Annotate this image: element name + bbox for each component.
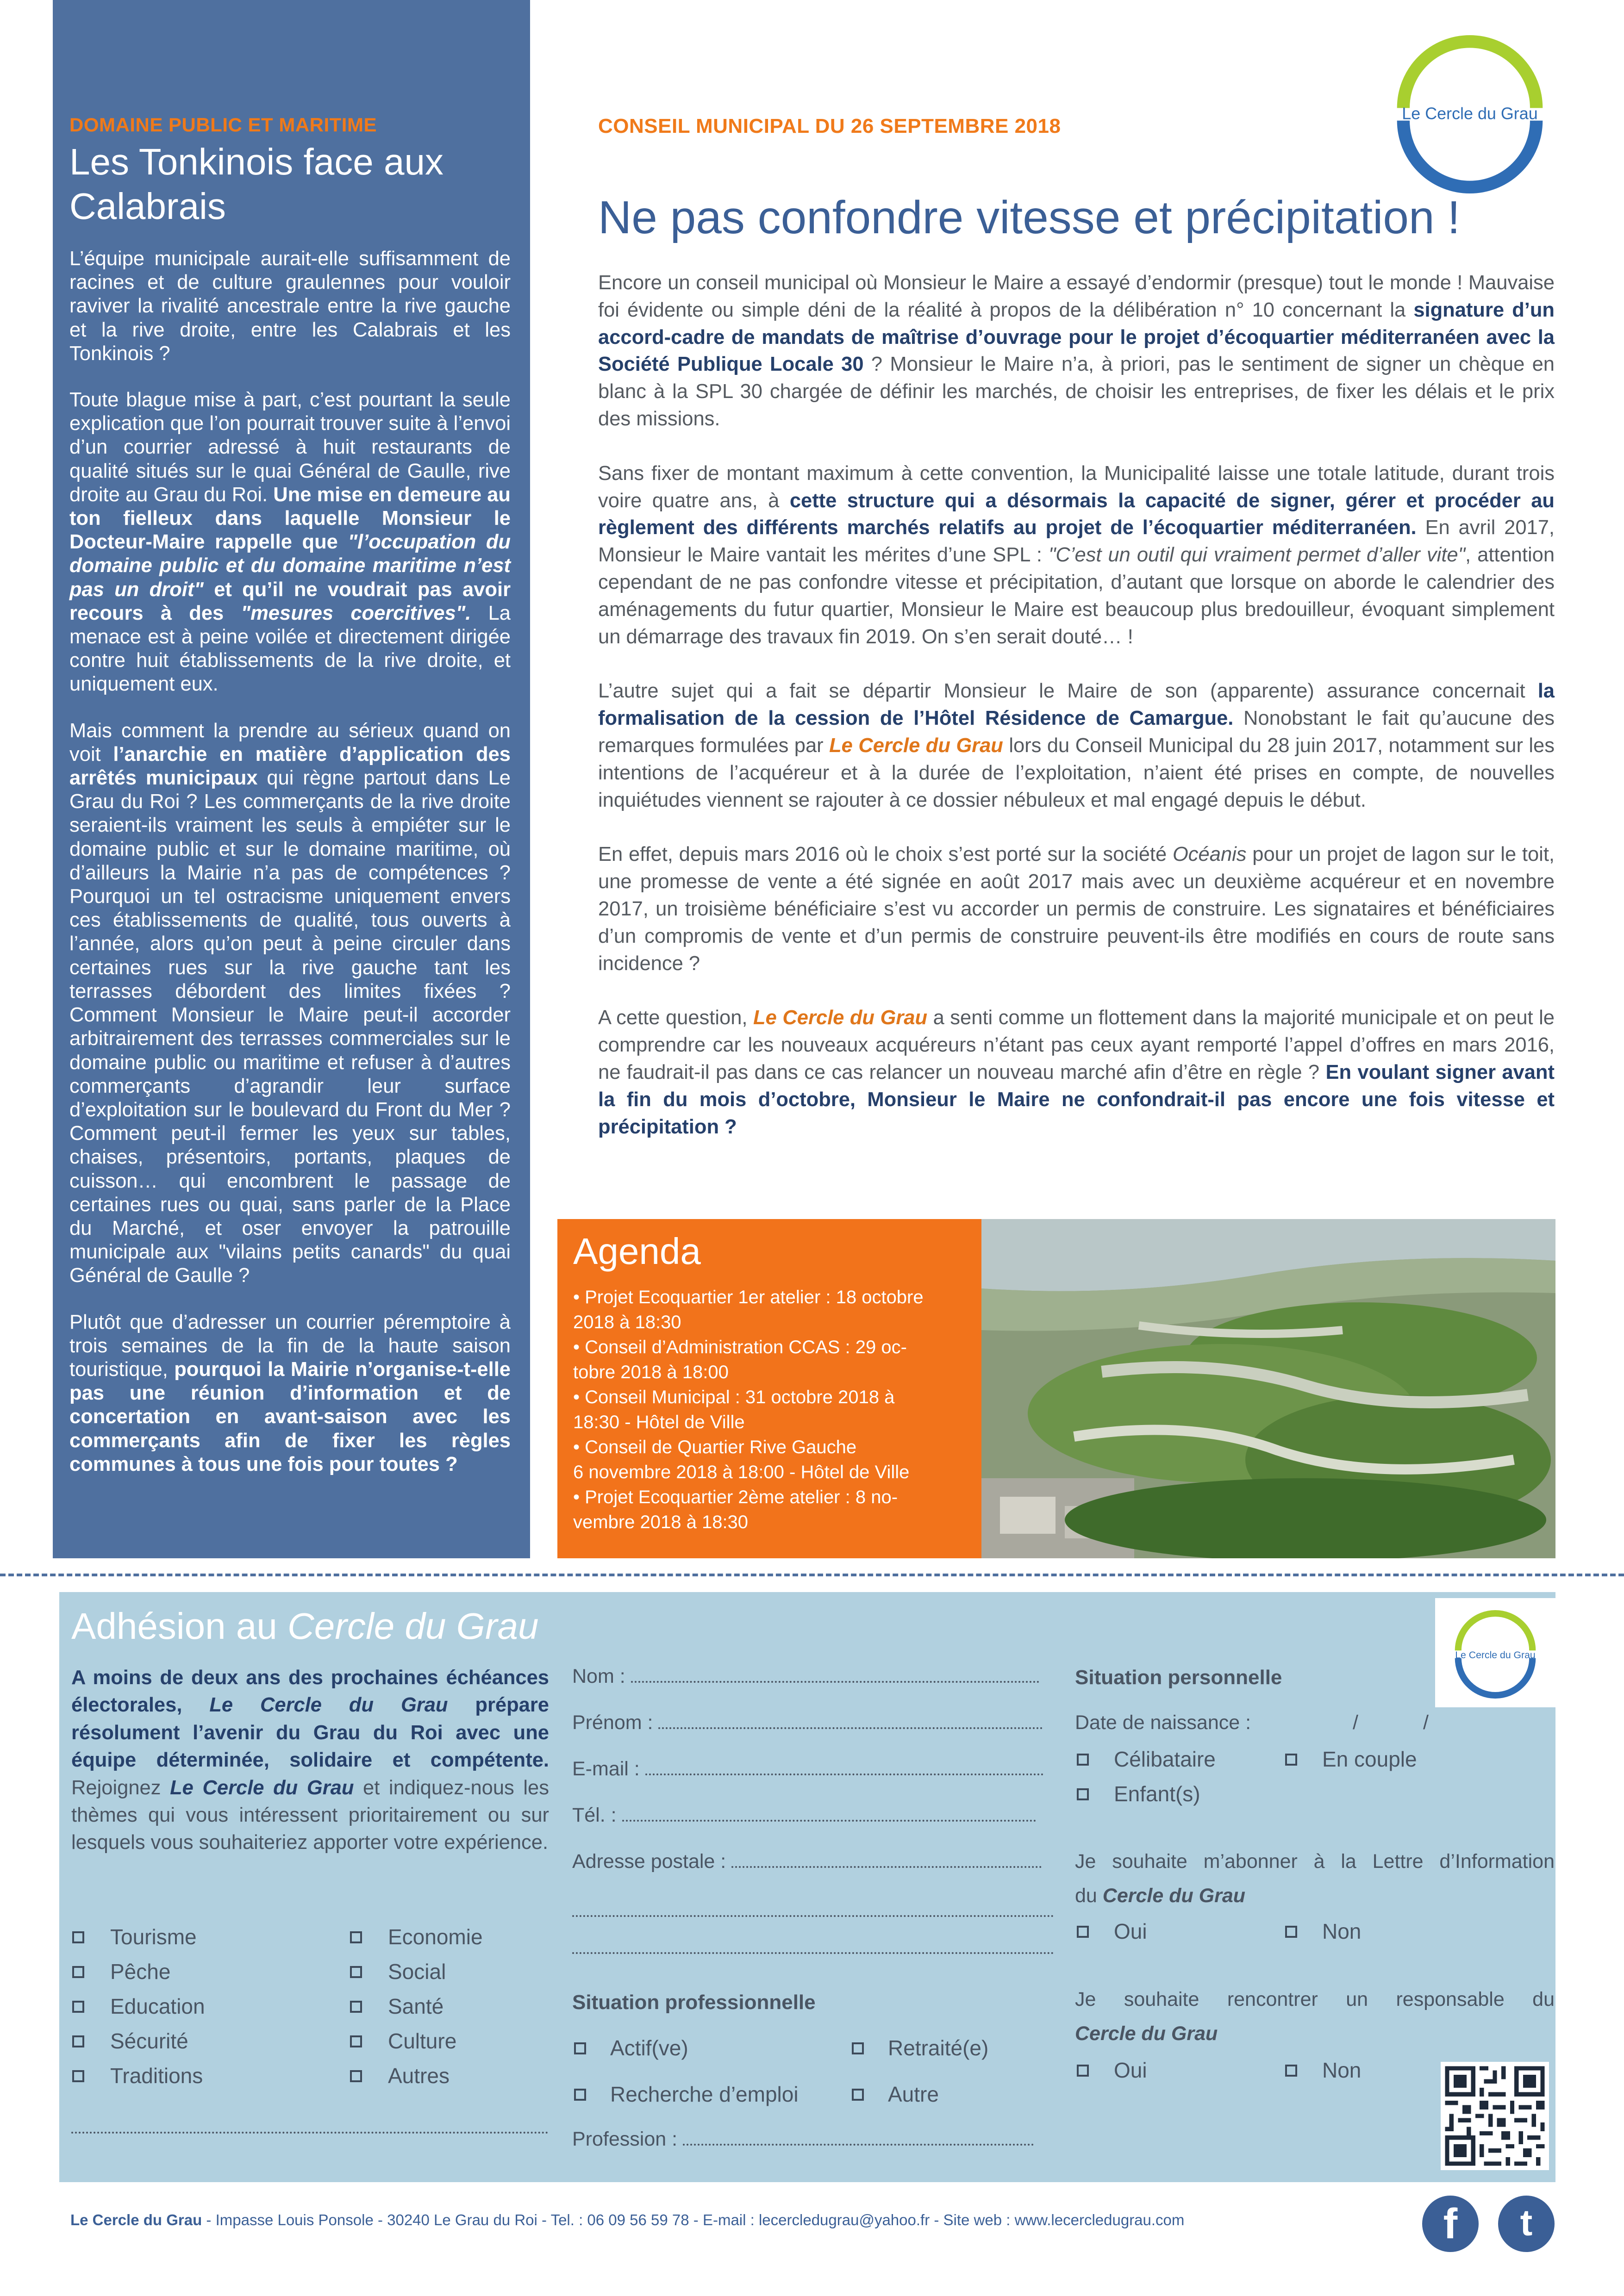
theme-checkbox-culture[interactable]: Culture [350,2028,456,2053]
theme-checkbox-education[interactable]: Education [72,1994,205,2019]
agenda-item: • Projet Ecoquartier 1er atelier : 18 octobre 2018 à 18:30 [573,1287,924,1332]
left-article-kicker: DOMAINE PUBLIC ET MARITIME [69,114,377,136]
left-paragraph-1: L’équipe municipale aurait-elle suffisamment de racines et de culture graulennes pour vouloir raviver la rivalité ancestrale entre la rive gauche et la rive droite, entre les Calabrais et les Tonkinois ? [69,248,511,365]
checkbox[interactable] [574,2042,586,2054]
left-article-title: Les Tonkinois face aux Calabrais [69,141,443,227]
theme-checkbox-securite[interactable]: Sécurité [72,2028,188,2053]
adresse-line-2[interactable] [572,1915,1054,1917]
meeting-oui-checkbox[interactable]: Oui [1077,2058,1147,2083]
tel-field[interactable]: Tél. : [572,1804,1036,1827]
agenda-item: • Projet Ecoquartier 2ème atelier : 8 no- vembre 2018 à 18:30 [573,1487,898,1532]
cercle-du-grau-logo[interactable] [1391,35,1549,193]
adresse-line-3[interactable] [572,1952,1054,1954]
theme-checkbox-social[interactable]: Social [350,1959,446,1984]
membership-intro: A moins de deux ans des prochaines échéances électorales, Le Cercle du Grau prépare résolument l’avenir du Grau du Roi avec une équipe déterminée, solidaire et compétente. Rejoignez Le Cercle du Grau et indiquez-nous les thèmes qui vous intéressent prioritairement ou sur lesquels vous souhaiteriez apporter votre expérience. [71,1667,549,1854]
email-field[interactable]: E-mail : [572,1758,1043,1780]
actif-checkbox[interactable]: Actif(ve) [574,2035,688,2060]
checkbox[interactable] [72,2035,84,2047]
meeting-question-2: Cercle du Grau [1075,2022,1218,2045]
theme-checkbox-tourisme[interactable]: Tourisme [72,1924,197,1949]
autre-checkbox[interactable]: Autre [852,2082,939,2107]
right-article-kicker: CONSEIL MUNICIPAL DU 26 SEPTEMBRE 2018 [598,115,1061,137]
left-article [53,0,530,1558]
retraite-checkbox[interactable]: Retraité(e) [852,2035,988,2060]
newsletter-question: Je souhaite m’abonner à la Lettre d’Information [1075,1850,1555,1873]
situation-perso-title: Situation personnelle [1075,1666,1282,1689]
facebook-icon[interactable]: f [1422,2196,1479,2252]
adresse-field[interactable]: Adresse postale : [572,1850,1042,1873]
agenda-title: Agenda [573,1231,701,1272]
date-naissance-field[interactable]: Date de naissance : [1075,1711,1251,1734]
date-separator: / [1353,1711,1358,1734]
left-paragraph-3: Mais comment la prendre au sérieux quand on voit l’anarchie en matière d’application des arrêtés municipaux qui règne partout dans Le Grau du Roi ? Les commerçants de la rive droite seraient-ils vraiment les seuls à empiéter sur le domaine public et sur le domaine maritime, où d’ailleurs la Mairie n’a pas de compétences ? Pourquoi un tel ostracisme uniquement envers ces établissements de qualité, tous ouverts à l’année, alors qu’on peut à peine circuler dans certaines rues sur la rive gauche tant les terrasses débordent des limites fixées ? Comment Monsieur le Maire peut-il accorder arbitrairement des terrasses commerciales sur le domaine public ou maritime et refuser à d’autres commerçants d’agrandir leur surface d’exploitation sur le boulevard du Front du Mer ? Comment peut-il fermer les yeux sur tables, chaises, présentoirs, portants, plaques de cuisson… qui encombrent le passage de certaines rues ou quai, sans parler de la Place du Marché, et oser envoyer la patrouille municipale aux "vilains petits canards" du quai Général de Gaulle ? [69,719,511,1287]
checkbox[interactable] [1077,1788,1089,1800]
newsletter-oui-checkbox[interactable]: Oui [1077,1919,1147,1944]
right-paragraph-1: Encore un conseil municipal où Monsieur le Maire a essayé d’endormir (presque) tout le monde ! Mauvaise foi évidente ou simple déni de la réalité à propos de la délibération n° 10 concernant la signature d’un accord-cadre de mandats de maîtrise d’ouvrage pour le projet d’écoquartier méditerranéen avec la Société Publique Locale 30 ? Monsieur le Maire n’a, à priori, pas le sentiment de signer un chèque en blanc à la SPL 30 chargée de définir les marchés, de choisir les entreprises, de fixer les délais et le prix des missions. [598,272,1555,430]
left-paragraph-4: Plutôt que d’adresser un courrier péremptoire à trois semaines de la fin de la haute saison touristique, pourquoi la Mairie n’organise-t-elle pas une réunion d’information et de concertation en avant-saison avec les commerçants afin de fixer les règles communes à tous une fois pour toutes ? [69,1311,511,1475]
theme-checkbox-peche[interactable]: Pêche [72,1959,170,1984]
right-paragraph-4: En effet, depuis mars 2016 où le choix s’est porté sur la société Océanis pour un projet de lagon sur le toit, une promesse de vente a été signée en août 2017 mais avec un deuxième acquéreur et en novembre 2017, un troisième bénéficiaire s’est vu accorder un permis de construire. Les signataires et bénéficiaires d’un compromis de vente et d’un permis de construire peuvent-ils être modifiés en cours de route sans incidence ? [598,843,1555,975]
ecoquartier-aerial-photo [981,1219,1555,1558]
theme-checkbox-economie[interactable]: Economie [350,1924,483,1949]
celibataire-checkbox[interactable]: Célibataire [1077,1747,1216,1772]
enfants-checkbox[interactable]: Enfant(s) [1077,1781,1200,1806]
checkbox[interactable] [1285,1754,1297,1766]
svg-text:Le Cercle du Grau: Le Cercle du Grau [1402,104,1538,123]
checkbox[interactable] [72,1966,84,1978]
checkbox[interactable] [1285,1926,1297,1938]
agenda-box [557,1219,981,1558]
agenda-item: • Conseil Municipal : 31 octobre 2018 à 18:30 - Hôtel de Ville [573,1387,895,1432]
right-article-title: Ne pas confondre vitesse et précipitation ! [598,192,1461,243]
theme-checkbox-traditions[interactable]: Traditions [72,2063,203,2088]
agenda-item: • Conseil d’Administration CCAS : 29 oc- tobre 2018 à 18:00 [573,1337,907,1382]
checkbox[interactable] [350,2070,362,2082]
date-separator: / [1423,1711,1429,1734]
checkbox[interactable] [350,1931,362,1943]
checkbox[interactable] [350,2001,362,2013]
theme-checkbox-autres[interactable]: Autres [350,2063,450,2088]
checkbox[interactable] [1077,2065,1089,2077]
checkbox[interactable] [1285,2065,1297,2077]
right-paragraph-5: A cette question, Le Cercle du Grau a senti comme un flottement dans la majorité municipale et on peut le comprendre car les nouveaux acquéreurs n’étant pas ceux ayant remporté l’appel d’offres en mars 2016, ne faudrait-il pas dans ce cas relancer un nouveau marché afin d’être en règle ? En voulant signer avant la fin du mois d’octobre, Monsieur le Maire ne confondrait-il pas encore une fois vitesse et précipitation ? [598,1007,1555,1138]
meeting-non-checkbox[interactable]: Non [1285,2058,1361,2083]
checkbox[interactable] [72,1931,84,1943]
checkbox[interactable] [574,2089,586,2101]
right-paragraph-3: L’autre sujet qui a fait se départir Monsieur le Maire de son (apparente) assurance concernait la formalisation de la cession de l’Hôtel Résidence de Camargue. Nonobstant le fait qu’aucune des remarques formulées par Le Cercle du Grau lors du Conseil Municipal du 28 juin 2017, notamment sur les intentions de l’acquéreur et à la durée de l’exploitation, n’aient été prises en compte, de nouvelles inquiétudes viennent se rajouter à ce dossier nébuleux et mal engagé depuis le début. [598,680,1555,811]
membership-title: Adhésion au Cercle du Grau [71,1605,539,1647]
cut-line-divider [0,1574,1624,1576]
situation-pro-title: Situation professionnelle [572,1991,816,2014]
checkbox[interactable] [350,1966,362,1978]
checkbox[interactable] [350,2035,362,2047]
newsletter-question-2: du Cercle du Grau [1075,1885,1246,1907]
couple-checkbox[interactable]: En couple [1285,1747,1417,1772]
agenda-item: • Conseil de Quartier Rive Gauche 6 novembre 2018 à 18:00 - Hôtel de Ville [573,1437,910,1482]
profession-field[interactable]: Profession : [572,2128,1034,2151]
right-article-body [598,269,1555,1168]
checkbox[interactable] [72,2070,84,2082]
free-text-line[interactable] [71,2132,548,2134]
checkbox[interactable] [1077,1926,1089,1938]
checkbox[interactable] [1077,1754,1089,1766]
theme-checkbox-sante[interactable]: Santé [350,1994,443,2019]
left-paragraph-2: Toute blague mise à part, c’est pourtant la seule explication que l’on pourrait trouver suite à l’envoi d’un courrier adressé à huit restaurants de qualité situés sur le quai Général de Gaulle, rive droite au Grau du Roi. Une mise en demeure au ton fielleux dans laquelle Monsieur le Docteur-Maire rappelle que "l’occupation du domaine public et du domaine maritime n’est pas un droit" et qu’il ne voudrait pas avoir recours à des "mesures coercitives". La menace est à peine voilée et directement dirigée contre huit établissements de la rive droite, et uniquement eux. [69,389,511,696]
footer-contact: Le Cercle du Grau - Impasse Louis Ponsole - 30240 Le Grau du Roi - Tel. : 06 09 56 59 78 - E-mail : lecercledugrau@yahoo.fr - Site web : www.lecercledugrau.com [70,2211,1185,2228]
nom-field[interactable]: Nom : [572,1665,1039,1688]
right-paragraph-2: Sans fixer de montant maximum à cette convention, la Municipalité laisse une totale latitude, durant trois voire quatre ans, à cette structure qui a désormais la capacité de signer, gérer et procéder au règlement des différents marchés relatifs au projet de l’écoquartier méditerranéen. En avril 2017, Monsieur le Maire vantait les mérites d’une SPL : "C’est un outil qui vraiment permet d’aller vite", attention cependant de ne pas confondre vitesse et précipitation, d’autant que lorsque on aborde le calendrier des aménagements du futur quartier, Monsieur le Maire est beaucoup plus bredouilleur, évoquant simplement un démarrage des travaux fin 2019. On s’en serait douté… ! [598,462,1555,648]
qr-code[interactable] [1441,2062,1549,2170]
checkbox[interactable] [852,2042,864,2054]
checkbox[interactable] [852,2089,864,2101]
prenom-field[interactable]: Prénom : [572,1711,1043,1734]
twitter-icon[interactable]: t [1498,2196,1555,2252]
checkbox[interactable] [72,2001,84,2013]
meeting-question: Je souhaite rencontrer un responsable du [1075,1988,1555,2010]
recherche-emploi-checkbox[interactable]: Recherche d’emploi [574,2082,799,2107]
cercle-du-grau-logo-small [1435,1598,1555,1707]
svg-text:Le Cercle du Grau: Le Cercle du Grau [1455,1649,1536,1661]
newsletter-non-checkbox[interactable]: Non [1285,1919,1361,1944]
